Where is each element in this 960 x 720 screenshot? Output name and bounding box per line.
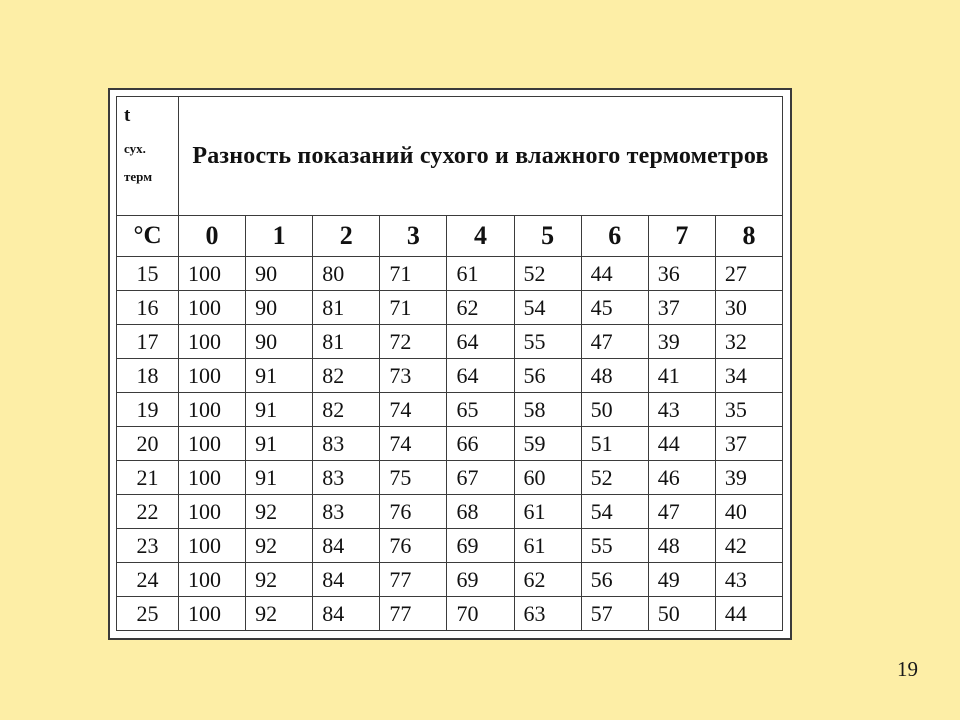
cell: 69 (447, 563, 514, 597)
cell: 83 (313, 495, 380, 529)
cell: 100 (179, 257, 246, 291)
cell: 37 (715, 427, 782, 461)
cell: 83 (313, 427, 380, 461)
cell: 100 (179, 291, 246, 325)
cell: 40 (715, 495, 782, 529)
cell: 83 (313, 461, 380, 495)
cell: 91 (246, 427, 313, 461)
table-row (117, 563, 783, 597)
cell: 58 (514, 393, 581, 427)
cell: 48 (581, 359, 648, 393)
cell: 80 (313, 257, 380, 291)
cell: 60 (514, 461, 581, 495)
cell: 100 (179, 461, 246, 495)
table-row (117, 597, 783, 631)
cell: 56 (581, 563, 648, 597)
cell: 67 (447, 461, 514, 495)
cell: 100 (179, 495, 246, 529)
column-header-7: 7 (648, 216, 715, 257)
cell: 100 (179, 427, 246, 461)
column-header-0: 0 (179, 216, 246, 257)
cell: 61 (514, 495, 581, 529)
cell: 34 (715, 359, 782, 393)
column-header-5: 5 (514, 216, 581, 257)
row-label: 15 (117, 257, 179, 291)
column-header-6: 6 (581, 216, 648, 257)
table-header-row-title (117, 97, 783, 216)
cell: 81 (313, 325, 380, 359)
cell: 77 (380, 563, 447, 597)
cell: 77 (380, 597, 447, 631)
cell: 59 (514, 427, 581, 461)
table-row (117, 359, 783, 393)
table-row (117, 427, 783, 461)
row-label: 20 (117, 427, 179, 461)
column-header-8: 8 (715, 216, 782, 257)
cell: 50 (581, 393, 648, 427)
cell: 82 (313, 359, 380, 393)
cell: 74 (380, 393, 447, 427)
cell: 44 (648, 427, 715, 461)
cell: 72 (380, 325, 447, 359)
cell: 62 (447, 291, 514, 325)
cell: 91 (246, 359, 313, 393)
row-label: 17 (117, 325, 179, 359)
cell: 90 (246, 291, 313, 325)
cell: 100 (179, 359, 246, 393)
table-title: Разность показаний сухого и влажного термометров (179, 97, 783, 216)
cell: 84 (313, 563, 380, 597)
cell: 32 (715, 325, 782, 359)
cell: 75 (380, 461, 447, 495)
cell: 41 (648, 359, 715, 393)
table-header-row-columns (117, 216, 783, 257)
cell: 76 (380, 495, 447, 529)
table-row (117, 291, 783, 325)
cell: 54 (514, 291, 581, 325)
cell: 27 (715, 257, 782, 291)
column-header-3: 3 (380, 216, 447, 257)
cell: 82 (313, 393, 380, 427)
row-label: 16 (117, 291, 179, 325)
cell: 91 (246, 393, 313, 427)
cell: 50 (648, 597, 715, 631)
cell: 61 (514, 529, 581, 563)
cell: 100 (179, 393, 246, 427)
cell: 91 (246, 461, 313, 495)
cell: 36 (648, 257, 715, 291)
cell: 43 (648, 393, 715, 427)
cell: 90 (246, 257, 313, 291)
cell: 81 (313, 291, 380, 325)
cell: 71 (380, 257, 447, 291)
cell: 92 (246, 529, 313, 563)
table-row (117, 529, 783, 563)
cell: 100 (179, 597, 246, 631)
table-row (117, 325, 783, 359)
cell: 66 (447, 427, 514, 461)
corner-label-cell (117, 97, 179, 216)
table-row (117, 495, 783, 529)
cell: 55 (514, 325, 581, 359)
cell: 100 (179, 529, 246, 563)
cell: 48 (648, 529, 715, 563)
cell: 37 (648, 291, 715, 325)
row-label: 19 (117, 393, 179, 427)
cell: 63 (514, 597, 581, 631)
cell: 44 (581, 257, 648, 291)
cell: 100 (179, 563, 246, 597)
row-label: 18 (117, 359, 179, 393)
cell: 76 (380, 529, 447, 563)
table-row (117, 257, 783, 291)
cell: 42 (715, 529, 782, 563)
row-label: 21 (117, 461, 179, 495)
cell: 39 (648, 325, 715, 359)
cell: 62 (514, 563, 581, 597)
row-label: 24 (117, 563, 179, 597)
column-header-4: 4 (447, 216, 514, 257)
cell: 57 (581, 597, 648, 631)
cell: 45 (581, 291, 648, 325)
cell: 46 (648, 461, 715, 495)
cell: 84 (313, 529, 380, 563)
cell: 84 (313, 597, 380, 631)
cell: 92 (246, 495, 313, 529)
cell: 64 (447, 325, 514, 359)
page-number: 19 (897, 657, 918, 681)
cell: 69 (447, 529, 514, 563)
cell: 61 (447, 257, 514, 291)
cell: 73 (380, 359, 447, 393)
cell: 90 (246, 325, 313, 359)
cell: 49 (648, 563, 715, 597)
cell: 92 (246, 597, 313, 631)
cell: 52 (581, 461, 648, 495)
column-header-2: 2 (313, 216, 380, 257)
corner-label-t: t (124, 105, 131, 126)
cell: 70 (447, 597, 514, 631)
cell: 64 (447, 359, 514, 393)
table-row (117, 461, 783, 495)
cell: 52 (514, 257, 581, 291)
cell: 51 (581, 427, 648, 461)
corner-label-dry: сух. (124, 140, 146, 156)
cell: 56 (514, 359, 581, 393)
row-label: 23 (117, 529, 179, 563)
psychrometric-table (116, 96, 783, 631)
column-header-1: 1 (246, 216, 313, 257)
cell: 68 (447, 495, 514, 529)
cell: 100 (179, 325, 246, 359)
unit-label-celsius: °C (117, 216, 179, 257)
cell: 30 (715, 291, 782, 325)
row-label: 22 (117, 495, 179, 529)
cell: 71 (380, 291, 447, 325)
cell: 39 (715, 461, 782, 495)
cell: 74 (380, 427, 447, 461)
cell: 47 (581, 325, 648, 359)
cell: 44 (715, 597, 782, 631)
psychrometric-table-card (108, 88, 792, 640)
cell: 54 (581, 495, 648, 529)
row-label: 25 (117, 597, 179, 631)
cell: 43 (715, 563, 782, 597)
corner-label-therm: терм (124, 169, 153, 185)
cell: 55 (581, 529, 648, 563)
cell: 65 (447, 393, 514, 427)
cell: 35 (715, 393, 782, 427)
cell: 47 (648, 495, 715, 529)
cell: 92 (246, 563, 313, 597)
table-row (117, 393, 783, 427)
